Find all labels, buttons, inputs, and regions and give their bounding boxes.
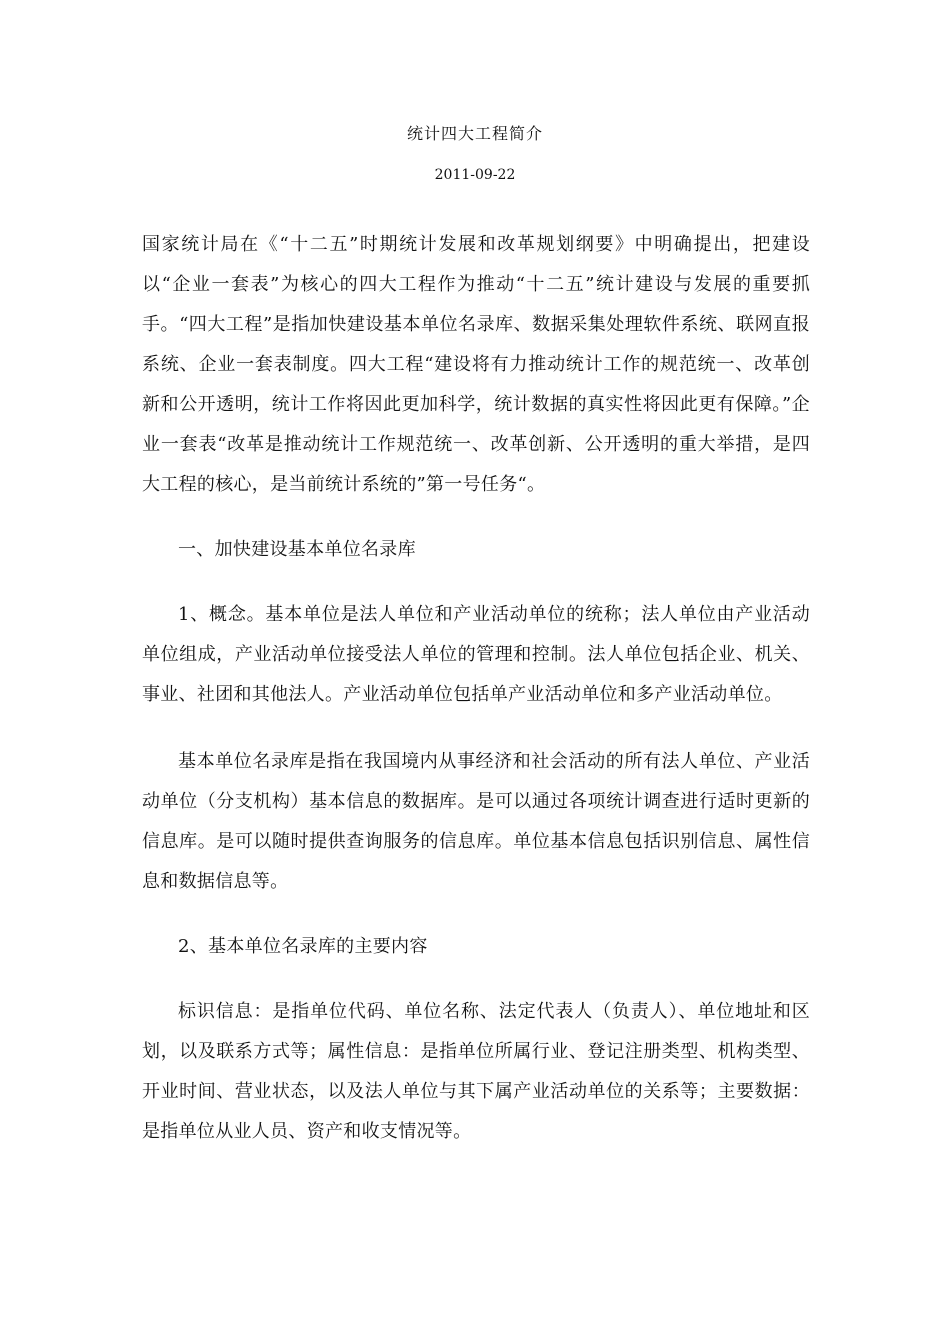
document-date: 2011-09-22 [434, 167, 516, 183]
item-1-paragraph: 1、概念。基本单位是法人单位和产业活动单位的统称；法人单位由产业活动单位组成，产业活动单位接受法人单位的管理和控制。法人单位包括企业、机关、事业、社团和其他法人。产业活动单位包括单产业活动单位和多产业活动单位。 [142, 604, 810, 705]
section-heading-1: 一、加快建设基本单位名录库 [178, 539, 416, 560]
intro-paragraph: 国家统计局在《“十二五”时期统计发展和改革规划纲要》中明确提出，把建设以“企业一套表”为核心的四大工程作为推动“十二五”统计建设与发展的重要抓手。“四大工程”是指加快建设基本单位名录库、数据采集处理软件系统、联网直报系统、企业一套表制度。四大工程“建设将有力推动统计工作的规范统一、改革创新和公开透明，统计工作将因此更加科学，统计数据的真实性将因此更有保障。”企业一套表“改革是推动统计工作规范统一、改革创新、公开透明的重大举措，是四大工程的核心，是当前统计系统的”第一号任务“。 [142, 234, 810, 495]
document-body [142, 225, 810, 1152]
content-paragraph: 标识信息：是指单位代码、单位名称、法定代表人（负责人）、单位地址和区划，以及联系方式等；属性信息：是指单位所属行业、登记注册类型、机构类型、开业时间、营业状态，以及法人单位与其下属产业活动单位的关系等；主要数据：是指单位从业人员、资产和收支情况等。 [142, 1001, 810, 1142]
directory-paragraph: 基本单位名录库是指在我国境内从事经济和社会活动的所有法人单位、产业活动单位（分支机构）基本信息的数据库。是可以通过各项统计调查进行适时更新的信息库。是可以随时提供查询服务的信息库。单位基本信息包括识别信息、属性信息和数据信息等。 [142, 751, 810, 892]
item-2-heading: 2、基本单位名录库的主要内容 [178, 936, 428, 957]
document-title: 统计四大工程简介 [406, 124, 543, 143]
